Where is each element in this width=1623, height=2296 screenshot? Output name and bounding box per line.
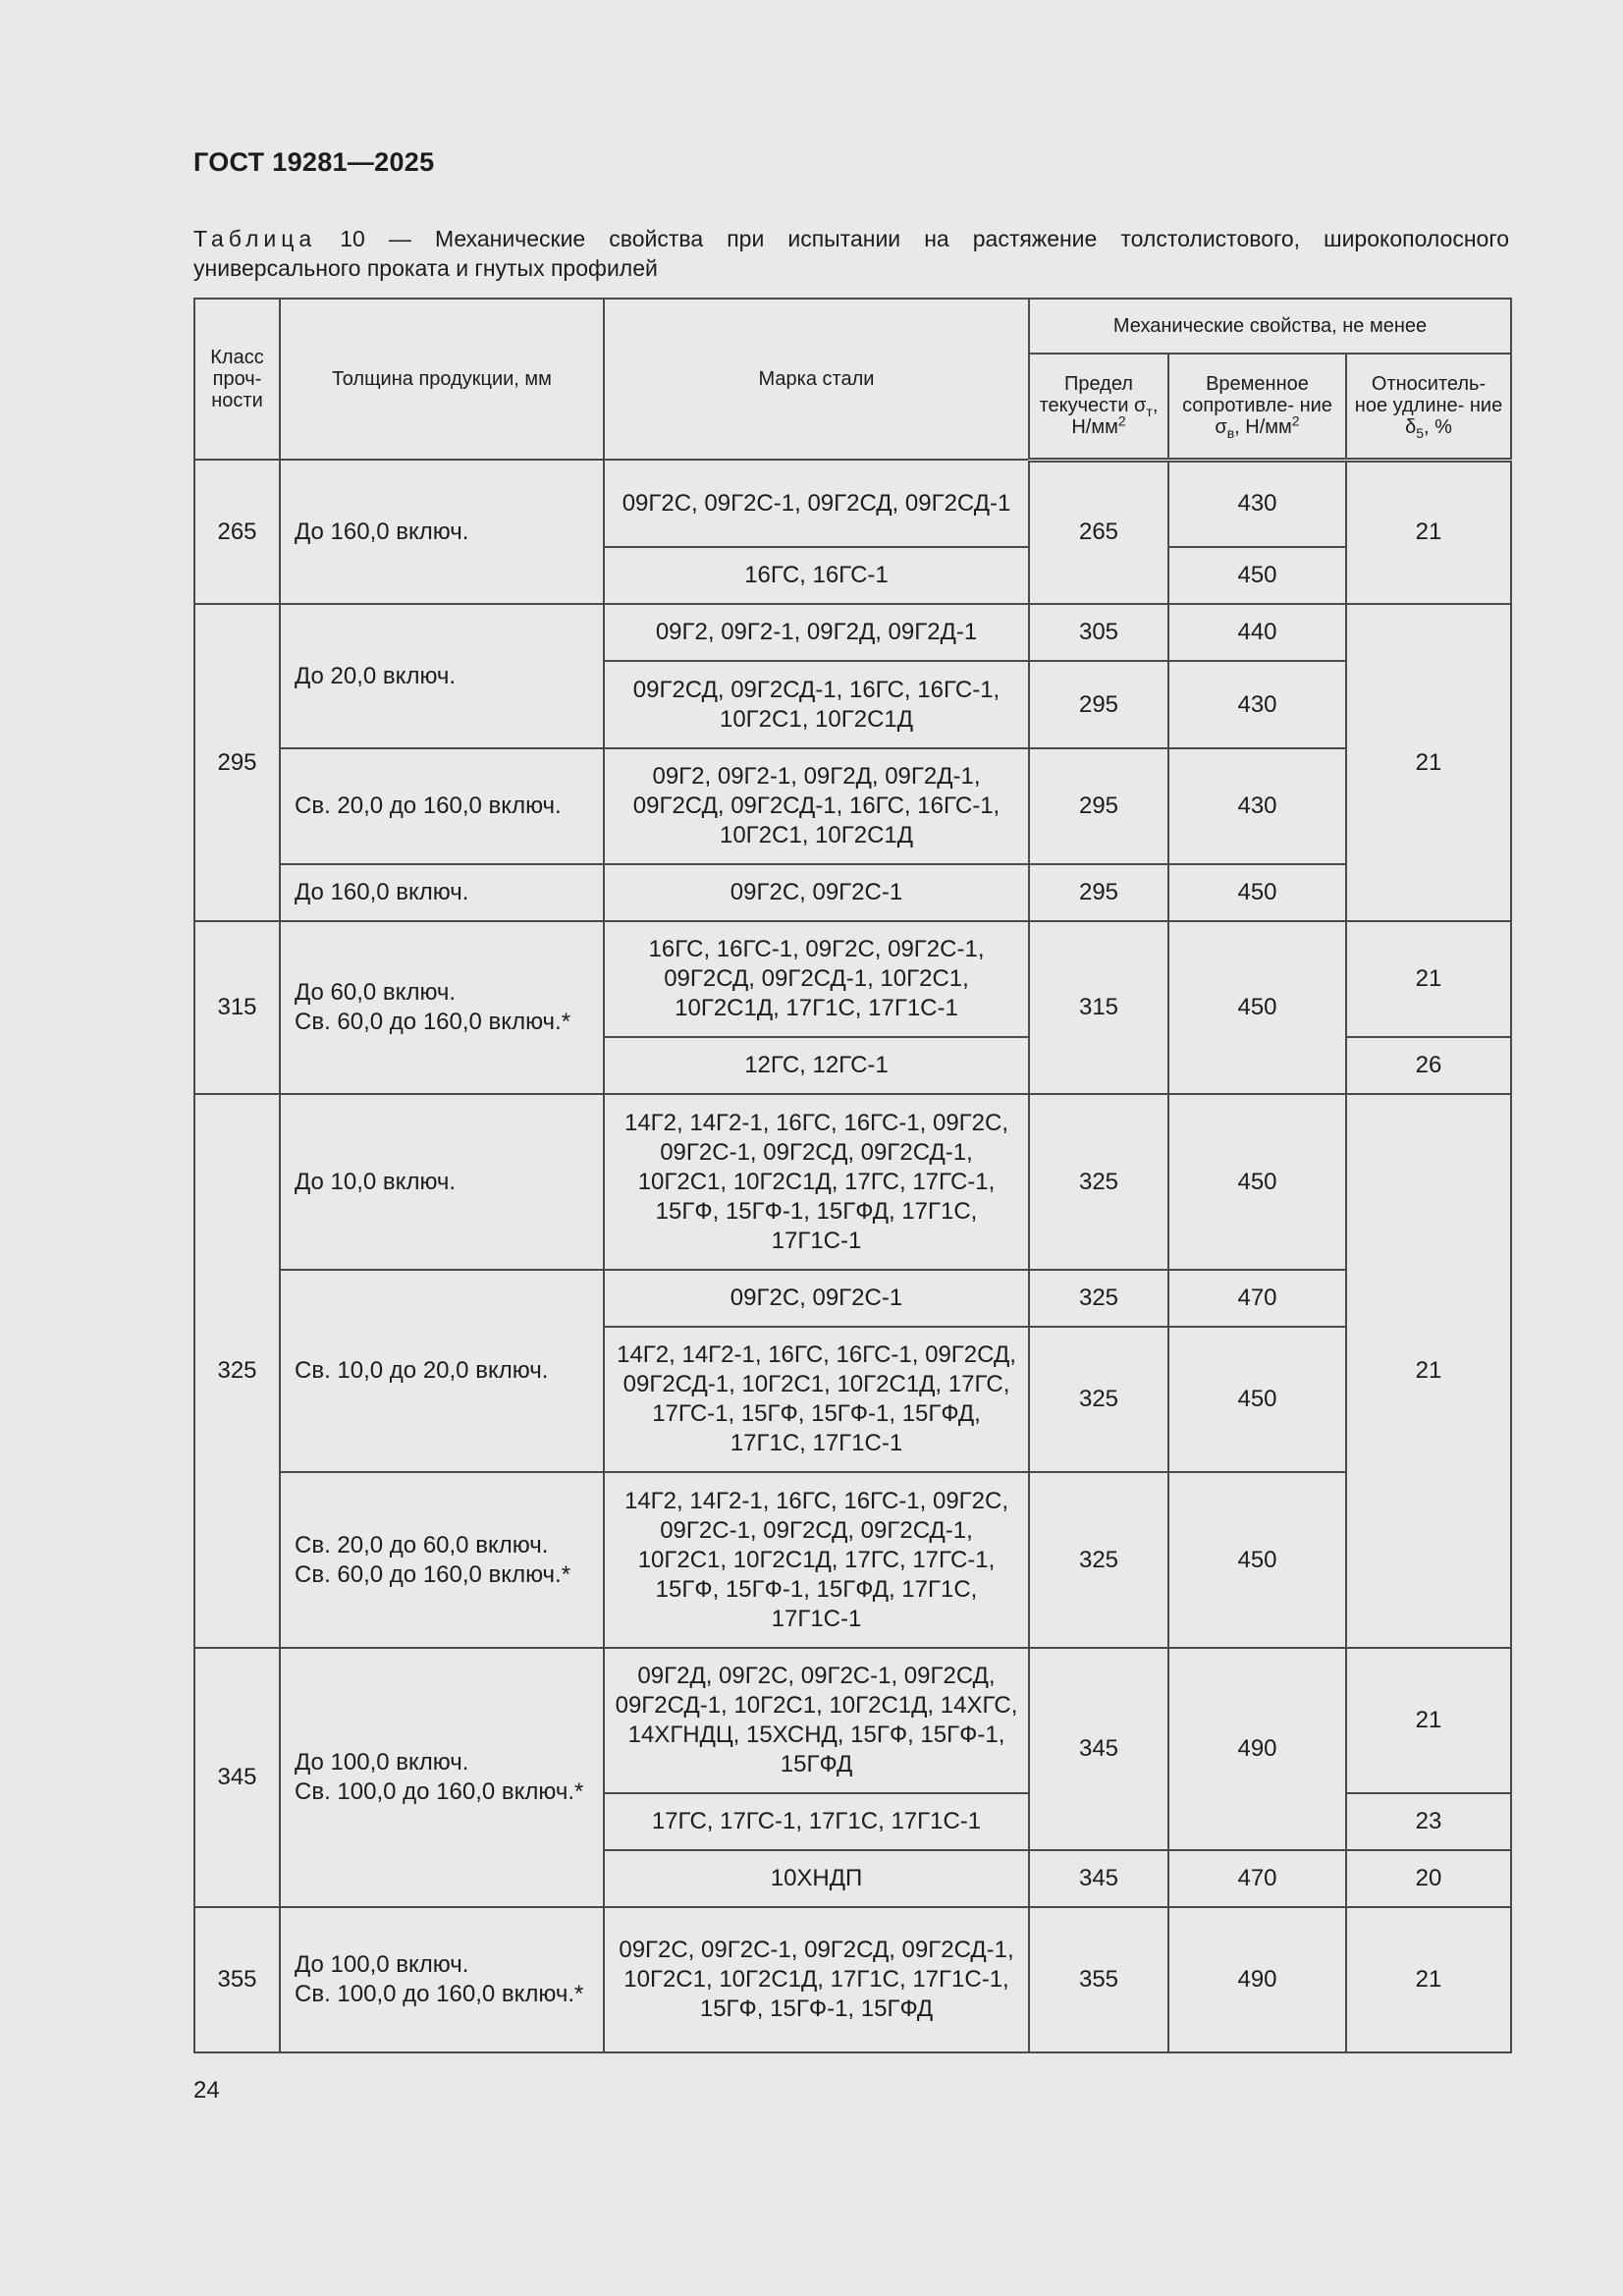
header-tensile: Временное сопротивле- ние $\sigma_в$, $Н/мм^2$ bbox=[1168, 354, 1346, 460]
thickness-cell: До 160,0 включ. bbox=[280, 864, 604, 921]
table-row bbox=[194, 1907, 1511, 2052]
grade-cell: 09Г2, 09Г2-1, 09Г2Д, 09Г2Д-1, 09Г2СД, 09Г2СД-1, 16ГС, 16ГС-1, 10Г2С1, 10Г2С1Д bbox=[604, 748, 1029, 864]
elongation-cell: 21 bbox=[1346, 1094, 1511, 1648]
yield-cell: 355 bbox=[1029, 1907, 1168, 2052]
elongation-cell: 21 bbox=[1346, 921, 1511, 1037]
header-class: Класс проч- ности bbox=[194, 299, 280, 460]
page-number: 24 bbox=[193, 2077, 220, 2104]
grade-cell: 09Г2, 09Г2-1, 09Г2Д, 09Г2Д-1 bbox=[604, 604, 1029, 661]
elongation-cell: 21 bbox=[1346, 604, 1511, 921]
thickness-cell: До 60,0 включ. Св. 60,0 до 160,0 включ.* bbox=[280, 921, 604, 1094]
class-cell: 355 bbox=[194, 1907, 280, 2052]
yield-cell: 325 bbox=[1029, 1472, 1168, 1648]
table-row bbox=[194, 1472, 1511, 1648]
elongation-cell: 26 bbox=[1346, 1037, 1511, 1094]
caption-text: — Механические свойства при испытании на растяжение толстолистового, широкополосного универсального проката и гнутых профилей bbox=[193, 226, 1509, 281]
tensile-cell: 450 bbox=[1168, 1327, 1346, 1472]
tensile-cell: 470 bbox=[1168, 1270, 1346, 1327]
table-row bbox=[194, 460, 1511, 547]
table-caption bbox=[193, 224, 1509, 283]
yield-cell: 325 bbox=[1029, 1270, 1168, 1327]
mechanical-properties-table bbox=[193, 298, 1512, 2053]
table-row bbox=[194, 748, 1511, 864]
grade-cell: 09Г2Д, 09Г2С, 09Г2С-1, 09Г2СД, 09Г2СД-1, 10Г2С1, 10Г2С1Д, 14ХГС, 14ХГНДЦ, 15ХСНД, 15ГФ, 15ГФ-1, 15ГФД bbox=[604, 1648, 1029, 1793]
tensile-cell: 430 bbox=[1168, 748, 1346, 864]
yield-cell: 295 bbox=[1029, 661, 1168, 748]
class-cell: 265 bbox=[194, 460, 280, 604]
grade-cell: 09Г2С, 09Г2С-1 bbox=[604, 1270, 1029, 1327]
yield-cell: 295 bbox=[1029, 748, 1168, 864]
grade-cell: 16ГС, 16ГС-1, 09Г2С, 09Г2С-1, 09Г2СД, 09Г2СД-1, 10Г2С1, 10Г2С1Д, 17Г1С, 17Г1С-1 bbox=[604, 921, 1029, 1037]
thickness-cell: Св. 20,0 до 160,0 включ. bbox=[280, 748, 604, 864]
caption-label: Таблица bbox=[193, 226, 317, 251]
grade-cell: 09Г2С, 09Г2С-1, 09Г2СД, 09Г2СД-1, 10Г2С1, 10Г2С1Д, 17Г1С, 17Г1С-1, 15ГФ, 15ГФ-1, 15ГФД bbox=[604, 1907, 1029, 2052]
grade-cell: 09Г2СД, 09Г2СД-1, 16ГС, 16ГС-1, 10Г2С1, 10Г2С1Д bbox=[604, 661, 1029, 748]
table-row bbox=[194, 1270, 1511, 1327]
elongation-cell: 21 bbox=[1346, 1648, 1511, 1793]
tensile-cell: 430 bbox=[1168, 661, 1346, 748]
table-row bbox=[194, 604, 1511, 661]
class-cell: 315 bbox=[194, 921, 280, 1094]
grade-cell: 16ГС, 16ГС-1 bbox=[604, 547, 1029, 604]
yield-cell: 345 bbox=[1029, 1648, 1168, 1850]
header-grade: Марка стали bbox=[604, 299, 1029, 460]
class-cell: 325 bbox=[194, 1094, 280, 1648]
tensile-cell: 450 bbox=[1168, 921, 1346, 1094]
table-row bbox=[194, 864, 1511, 921]
class-cell: 345 bbox=[194, 1648, 280, 1907]
grade-cell: 10ХНДП bbox=[604, 1850, 1029, 1907]
yield-cell: 325 bbox=[1029, 1094, 1168, 1270]
thickness-cell: До 10,0 включ. bbox=[280, 1094, 604, 1270]
grade-cell: 09Г2С, 09Г2С-1 bbox=[604, 864, 1029, 921]
tensile-cell: 430 bbox=[1168, 460, 1346, 547]
tensile-cell: 450 bbox=[1168, 864, 1346, 921]
tensile-cell: 450 bbox=[1168, 1094, 1346, 1270]
header-mech-group: Механические свойства, не менее bbox=[1029, 299, 1511, 354]
elongation-cell: 21 bbox=[1346, 460, 1511, 604]
tensile-cell: 470 bbox=[1168, 1850, 1346, 1907]
elongation-cell: 20 bbox=[1346, 1850, 1511, 1907]
caption-number: 10 bbox=[340, 226, 365, 251]
yield-cell: 315 bbox=[1029, 921, 1168, 1094]
thickness-cell: Св. 10,0 до 20,0 включ. bbox=[280, 1270, 604, 1472]
thickness-cell: До 20,0 включ. bbox=[280, 604, 604, 748]
tensile-cell: 450 bbox=[1168, 547, 1346, 604]
class-cell: 295 bbox=[194, 604, 280, 921]
thickness-cell: До 100,0 включ. Св. 100,0 до 160,0 включ.* bbox=[280, 1907, 604, 2052]
elongation-cell: 23 bbox=[1346, 1793, 1511, 1850]
yield-cell: 295 bbox=[1029, 864, 1168, 921]
grade-cell: 17ГС, 17ГС-1, 17Г1С, 17Г1С-1 bbox=[604, 1793, 1029, 1850]
yield-cell: 345 bbox=[1029, 1850, 1168, 1907]
tensile-cell: 450 bbox=[1168, 1472, 1346, 1648]
thickness-cell: До 100,0 включ. Св. 100,0 до 160,0 включ.* bbox=[280, 1648, 604, 1907]
table-row bbox=[194, 1094, 1511, 1270]
document-code: ГОСТ 19281—2025 bbox=[193, 147, 435, 177]
grade-cell: 09Г2С, 09Г2С-1, 09Г2СД, 09Г2СД-1 bbox=[604, 460, 1029, 547]
header-yield: Предел текучести $\sigma_т$, $Н/мм^2$ bbox=[1029, 354, 1168, 460]
grade-cell: 14Г2, 14Г2-1, 16ГС, 16ГС-1, 09Г2СД, 09Г2СД-1, 10Г2С1, 10Г2С1Д, 17ГС, 17ГС-1, 15ГФ, 15ГФ-1, 15ГФД, 17Г1С, 17Г1С-1 bbox=[604, 1327, 1029, 1472]
grade-cell: 12ГС, 12ГС-1 bbox=[604, 1037, 1029, 1094]
elongation-cell: 21 bbox=[1346, 1907, 1511, 2052]
yield-cell: 265 bbox=[1029, 460, 1168, 604]
tensile-cell: 490 bbox=[1168, 1648, 1346, 1850]
header-thickness: Толщина продукции, мм bbox=[280, 299, 604, 460]
tensile-cell: 440 bbox=[1168, 604, 1346, 661]
grade-cell: 14Г2, 14Г2-1, 16ГС, 16ГС-1, 09Г2С, 09Г2С-1, 09Г2СД, 09Г2СД-1, 10Г2С1, 10Г2С1Д, 17ГС, 17ГС-1, 15ГФ, 15ГФ-1, 15ГФД, 17Г1С, 17Г1С-1 bbox=[604, 1094, 1029, 1270]
yield-cell: 305 bbox=[1029, 604, 1168, 661]
thickness-cell: До 160,0 включ. bbox=[280, 460, 604, 604]
yield-cell: 325 bbox=[1029, 1327, 1168, 1472]
table-row bbox=[194, 921, 1511, 1037]
table-row bbox=[194, 1648, 1511, 1793]
header-elongation: Относитель- ное удлине- ние $\delta_5$, % bbox=[1346, 354, 1511, 460]
grade-cell: 14Г2, 14Г2-1, 16ГС, 16ГС-1, 09Г2С, 09Г2С-1, 09Г2СД, 09Г2СД-1, 10Г2С1, 10Г2С1Д, 17ГС, 17ГС-1, 15ГФ, 15ГФ-1, 15ГФД, 17Г1С, 17Г1С-1 bbox=[604, 1472, 1029, 1648]
thickness-cell: Св. 20,0 до 60,0 включ. Св. 60,0 до 160,0 включ.* bbox=[280, 1472, 604, 1648]
tensile-cell: 490 bbox=[1168, 1907, 1346, 2052]
